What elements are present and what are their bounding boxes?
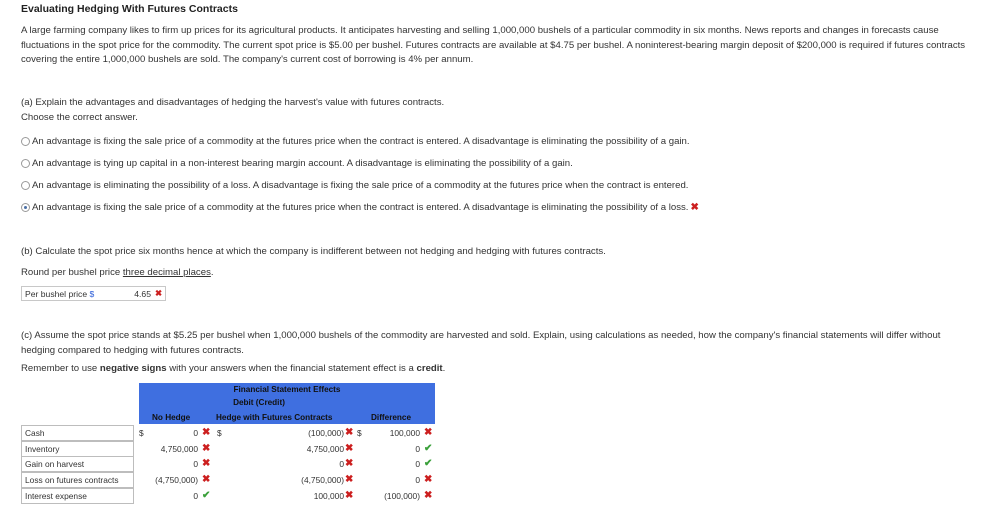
currency-sign: $ [357, 428, 362, 438]
incorrect-icon: ✖ [424, 427, 433, 438]
option-label: An advantage is fixing the sale price of a commodity at the futures price when the contract is entered. A disadvantage is eliminating the possibility of a loss. [32, 202, 689, 213]
no-hedge-input[interactable]: 0 [193, 459, 198, 469]
per-bushel-price-input[interactable]: 4.65 [134, 288, 151, 299]
row-label-inventory: Inventory [21, 441, 134, 457]
option-row[interactable] [21, 158, 573, 169]
option-row[interactable] [21, 180, 688, 191]
part-c-reminder: Remember to use negative signs with your answers when the financial statement effect is a credit. [21, 363, 446, 374]
currency-sign: $ [217, 428, 222, 438]
option-row[interactable] [21, 202, 699, 213]
per-bushel-price-field [21, 286, 166, 301]
part-c-question: (c) Assume the spot price stands at $5.25 per bushel when 1,000,000 bushels of the commodity are harvested and sold. Explain, using calculations as needed, how the company's financial statements will differ without hedging compared to hedging with futures contracts. [21, 330, 941, 356]
page-title: Evaluating Hedging With Futures Contracts [21, 3, 238, 15]
difference-input[interactable]: 100,000 [389, 428, 420, 438]
incorrect-icon: ✖ [424, 474, 433, 485]
radio-button[interactable] [21, 181, 30, 190]
row-label-cash: Cash [21, 425, 134, 441]
radio-button-selected[interactable] [21, 203, 30, 212]
correct-icon: ✔ [424, 443, 433, 454]
no-hedge-input[interactable]: 4,750,000 [160, 444, 198, 454]
incorrect-icon: ✖ [345, 427, 354, 438]
row-label-gain-on-harvest: Gain on harvest [21, 456, 134, 472]
column-header-no-hedge: No Hedge [152, 413, 191, 422]
decimal-places-link[interactable]: three decimal places [122, 267, 211, 278]
correct-icon: ✔ [202, 490, 211, 501]
part-a-instruction: Choose the correct answer. [21, 112, 138, 123]
currency-sign: $ [139, 428, 144, 438]
incorrect-icon: ✖ [345, 490, 354, 501]
hedge-input[interactable]: 4,750,000 [306, 444, 344, 454]
table-header-subtitle: Debit (Credit) [233, 398, 285, 407]
hedge-input[interactable]: (100,000) [308, 428, 344, 438]
incorrect-icon: ✖ [345, 458, 354, 469]
incorrect-icon: ✖ [690, 202, 699, 213]
incorrect-icon: ✖ [202, 443, 211, 454]
hedge-input[interactable]: 100,000 [313, 491, 344, 501]
option-label: An advantage is fixing the sale price of a commodity at the futures price when the contract is entered. A disadvantage is eliminating the possibility of a gain. [32, 136, 690, 147]
row-label-interest-expense: Interest expense [21, 488, 134, 504]
difference-input[interactable]: (100,000) [384, 491, 420, 501]
part-b-question: (b) Calculate the spot price six months hence at which the company is indifferent between not hedging and hedging with futures contracts. [21, 246, 606, 257]
hedge-input[interactable]: (4,750,000) [301, 475, 344, 485]
row-label-loss-on-futures: Loss on futures contracts [21, 472, 134, 488]
incorrect-icon: ✖ [345, 474, 354, 485]
column-header-hedge: Hedge with Futures Contracts [216, 413, 333, 422]
option-label: An advantage is tying up capital in a non-interest bearing margin account. A disadvantage is eliminating the possibility of a gain. [32, 158, 573, 169]
option-row[interactable] [21, 136, 690, 147]
table-header-title: Financial Statement Effects [233, 385, 341, 394]
no-hedge-input[interactable]: 0 [193, 491, 198, 501]
incorrect-icon: ✖ [202, 427, 211, 438]
difference-input[interactable]: 0 [415, 459, 420, 469]
incorrect-icon: ✖ [345, 443, 354, 454]
column-header-difference: Difference [371, 413, 412, 422]
option-label: An advantage is eliminating the possibility of a loss. A disadvantage is fixing the sale price of a commodity at the futures price when the contract is entered. [32, 180, 689, 191]
per-bushel-price-label: Per bushel price $ [25, 288, 95, 299]
correct-icon: ✔ [424, 458, 433, 469]
radio-button[interactable] [21, 137, 30, 146]
no-hedge-input[interactable]: 0 [193, 428, 198, 438]
hedge-input[interactable]: 0 [339, 459, 344, 469]
radio-button[interactable] [21, 159, 30, 168]
difference-input[interactable]: 0 [415, 444, 420, 454]
no-hedge-input[interactable]: (4,750,000) [155, 475, 198, 485]
problem-intro: A large farming company likes to firm up prices for its agricultural products. It anticipates harvesting and selling 1,000,000 bushels of a particular commodity in six months. News reports and changes in forecasts cause fluctuations in the spot price for the commodity. The current spot price is $5.00 per bushel. Futures contracts are available at $4.75 per bushel. A noninterest-bearing margin deposit of $200,000 is required if futures contracts covering the entire 1,000,000 bushels are sold. The company's current cost of borrowing is 4% per annum. [21, 25, 966, 65]
incorrect-icon: ✖ [202, 474, 211, 485]
incorrect-icon: ✖ [155, 288, 163, 298]
difference-input[interactable]: 0 [415, 475, 420, 485]
incorrect-icon: ✖ [202, 458, 211, 469]
part-a-question: (a) Explain the advantages and disadvantages of hedging the harvest's value with futures contracts. [21, 97, 445, 108]
part-b-instruction: Round per bushel price three decimal places. [21, 267, 214, 278]
incorrect-icon: ✖ [424, 490, 433, 501]
